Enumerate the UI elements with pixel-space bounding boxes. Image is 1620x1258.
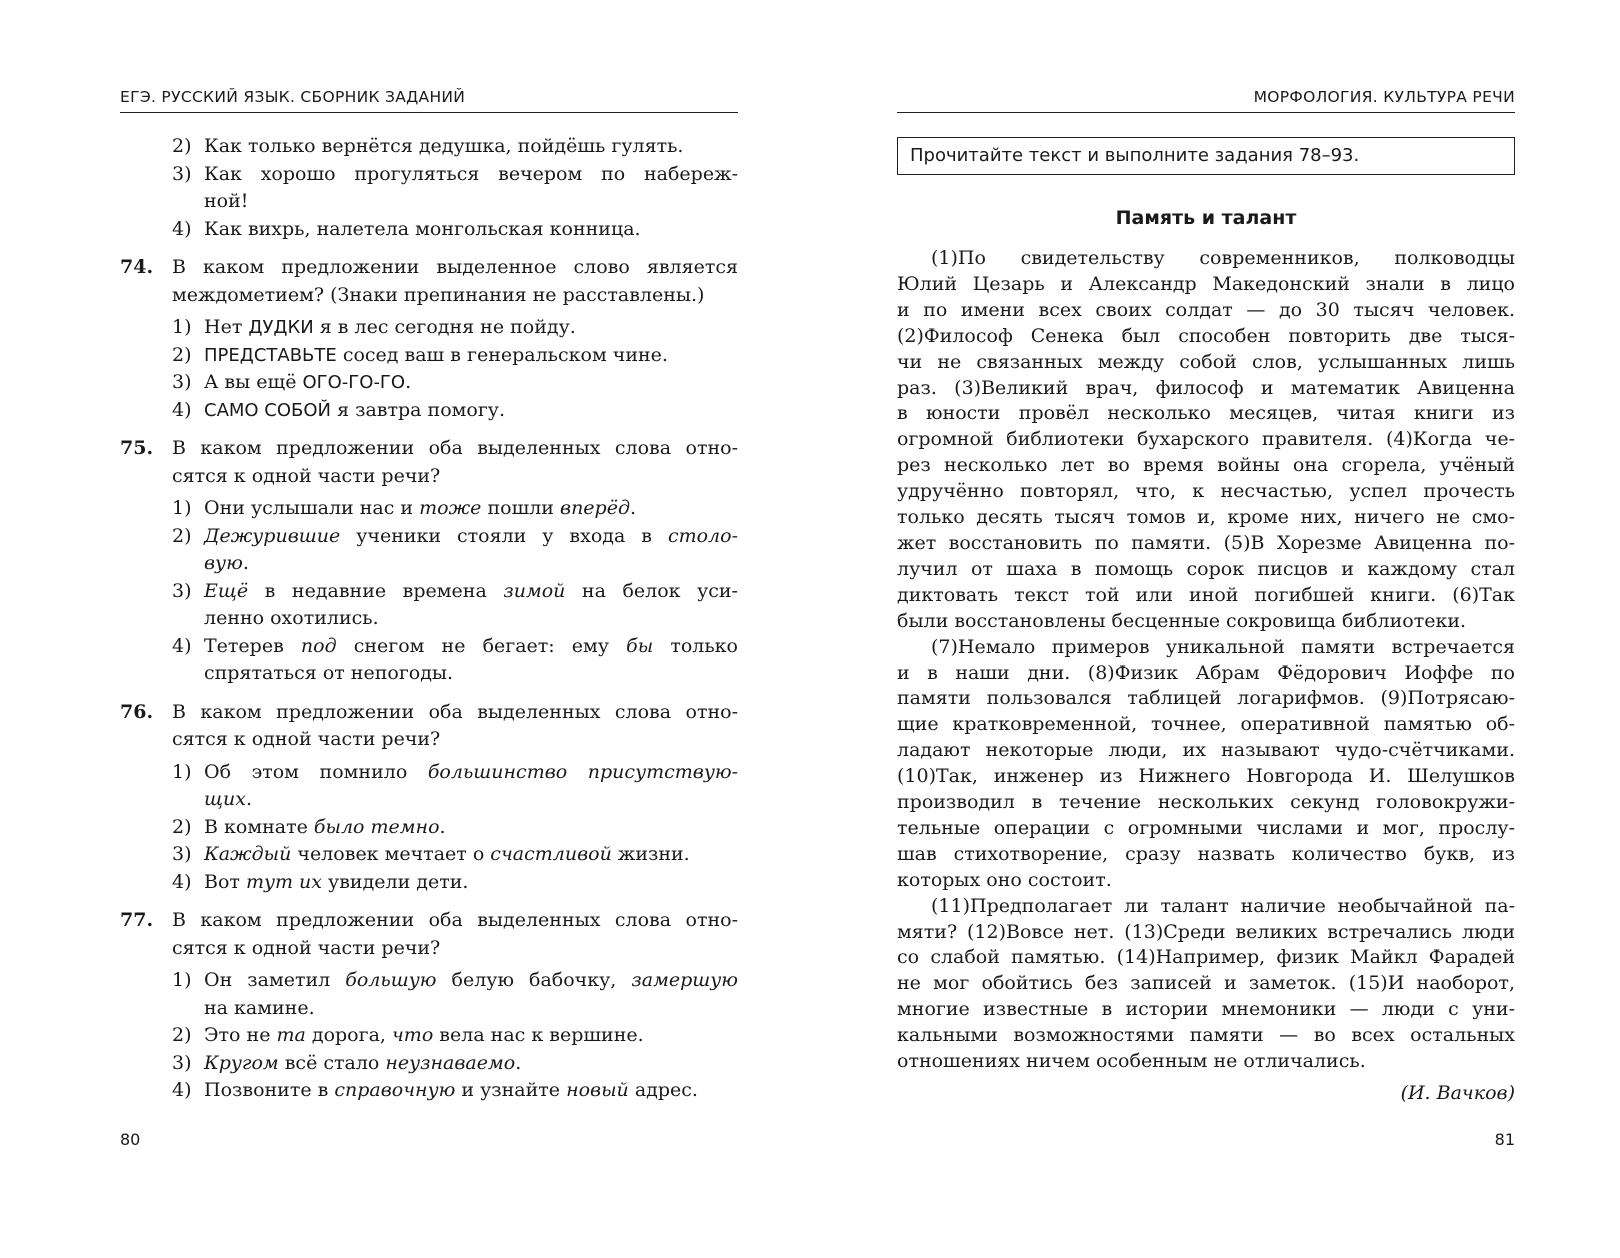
question-74: 74. В каком предложении выделенное слово является междометием? (Знаки препинания не расставлены.)	[120, 256, 738, 306]
question-75: 75. В каком предложении оба выделенных слова отно- сятся к одной части речи?	[120, 437, 738, 487]
text-line: со слабой памятью. (14)Например, физик Майкл Фарадей	[897, 946, 1515, 969]
text-line: раз. (3)Великий врач, философ и математик Авиценна	[897, 376, 1515, 399]
running-head-right: МОРФОЛОГИЯ. КУЛЬТУРА РЕЧИ	[897, 88, 1515, 113]
text-line: мяти? (12)Вовсе нет. (13)Среди великих встречались люди	[897, 920, 1515, 943]
task-instruction-box: Прочитайте текст и выполните задания 78–93.	[897, 137, 1515, 175]
text-line: памяти пользовался таблицей логарифмов. (9)Потрясаю-	[897, 687, 1515, 710]
q77-option-2: 2) Это не та дорога, что вела нас к вершине.	[172, 1024, 644, 1046]
text-line: чи не связанных между собой слов, услышанных лишь	[897, 350, 1515, 373]
paragraph-2	[897, 635, 1515, 894]
text-line: которых оно состоит.	[897, 868, 1112, 891]
text-line: тельные операции с огромными числами и мог, прослу-	[897, 816, 1515, 839]
text-line: в юности провёл несколько месяцев, читая книги из	[897, 402, 1515, 425]
page-number-left: 80	[120, 1130, 141, 1149]
running-head-left: ЕГЭ. РУССКИЙ ЯЗЫК. СБОРНИК ЗАДАНИЙ	[120, 88, 738, 113]
text-title: Память и талант	[1115, 207, 1297, 229]
q77-option-4: 4) Позвоните в справочную и узнайте новый адрес.	[172, 1079, 698, 1101]
q73-option-3: 3) Как хорошо прогуляться вечером по набереж- ной!	[172, 162, 738, 212]
text-line: (2)Философ Сенека был способен повторить две тыся-	[897, 324, 1515, 347]
q77-option-1: 1) Он заметил большую белую бабочку, замершую на камине.	[172, 969, 738, 1019]
q77-option-3: 3) Кругом всё стало неузнаваемо.	[172, 1051, 522, 1074]
paragraph-3	[897, 894, 1515, 1075]
q75-option-3: 3) Ещё в недавние времена зимой на белок уси- ленно охотились.	[172, 579, 738, 629]
text-line: удручённо повторял, что, к несчастью, успел прочесть	[897, 480, 1515, 503]
text-line: производил в течение нескольких секунд головокружи-	[897, 791, 1515, 814]
right-page	[897, 0, 1515, 1258]
q73-option-4: 4) Как вихрь, налетела монгольская конница.	[172, 217, 641, 240]
text-line: не мог обойтись без записей и заметок. (15)И наоборот,	[897, 972, 1515, 995]
text-line: кальными возможностями памяти — во всех остальных	[897, 1024, 1515, 1047]
q76-option-4: 4) Вот тут их увидели дети.	[172, 870, 469, 893]
left-content	[120, 133, 738, 1105]
q75-option-4: 4) Тетерев под снегом не бегает: ему бы только спрятаться от непогоды.	[172, 634, 738, 684]
text-line: огромной библиотеки бухарского правителя. (4)Когда че-	[897, 428, 1515, 451]
text-line: лучил от шаха в помощь сорок писцов и каждому стал	[897, 557, 1515, 580]
text-line: рез несколько лет во время войны она сгорела, учёный	[897, 454, 1515, 477]
text-line: многие известные в истории мнемоники — люди с уни-	[897, 998, 1515, 1021]
q74-option-4: 4) САМО СОБОЙ я завтра помогу.	[172, 398, 506, 421]
q76-option-1: 1) Об этом помнило большинство присутствую- щих.	[172, 760, 738, 810]
reading-text	[897, 246, 1515, 1107]
left-page	[120, 0, 738, 1258]
question-76: 76. В каком предложении оба выделенных слова отно- сятся к одной части речи?	[120, 700, 738, 750]
text-line: (1)По свидетельству современников, полководцы	[931, 247, 1515, 269]
text-line: диктовать текст той или иной погибшей книги. (6)Так	[897, 583, 1515, 606]
text-line: только десять тысяч томов и, кроме них, ничего не смо-	[897, 506, 1515, 529]
author-attribution: (И. Вачков)	[1400, 1082, 1515, 1104]
q75-option-1: 1) Они услышали нас и тоже пошли вперёд.	[172, 497, 637, 519]
question-77: 77. В каком предложении оба выделенных слова отно- сятся к одной части речи?	[120, 909, 738, 959]
text-line: (10)Так, инженер из Нижнего Новгорода И. Шелушков	[897, 765, 1515, 788]
q74-option-3: 3) А вы ещё ОГО-ГО-ГО.	[172, 371, 412, 393]
q76-option-3: 3) Каждый человек мечтает о счастливой жизни.	[172, 843, 690, 865]
paragraph-1	[897, 246, 1515, 635]
text-line: отношениях ничем особенным не отличались.	[897, 1050, 1366, 1073]
q74-option-1: 1) Нет ДУДКИ я в лес сегодня не пойду.	[172, 316, 576, 338]
text-line: жет восстановить по памяти. (5)В Хорезме Авиценна по-	[897, 531, 1515, 554]
text-line: Юлий Цезарь и Александр Македонский знали в лицо	[897, 272, 1515, 295]
q76-option-2: 2) В комнате было темно.	[172, 815, 446, 838]
text-line: (11)Предполагает ли талант наличие необычайной па-	[931, 894, 1515, 917]
text-line: и в наши дни. (8)Физик Абрам Фёдорович Иоффе по	[897, 661, 1515, 684]
q74-option-2: 2) ПРЕДСТАВЬТЕ сосед ваш в генеральском чине.	[172, 343, 668, 366]
page-number-right: 81	[1494, 1130, 1515, 1149]
text-line: шав стихотворение, сразу назвать количество букв, из	[897, 842, 1515, 865]
text-line: ладают некоторые люди, их называют чудо-счётчиками.	[897, 739, 1515, 762]
text-line: щие кратковременной, точнее, оперативной памятью об-	[897, 713, 1515, 736]
q73-option-2: 2) Как только вернётся дедушка, пойдёшь гулять.	[172, 135, 684, 157]
text-line: (7)Немало примеров уникальной памяти встречается	[931, 635, 1515, 658]
q75-option-2: 2) Дежурившие ученики стояли у входа в столо- вую.	[172, 524, 738, 574]
text-line: и по имени всех своих солдат — до 30 тысяч человек.	[897, 298, 1515, 321]
text-line: были восстановлены бесценные сокровища библиотеки.	[897, 609, 1467, 632]
